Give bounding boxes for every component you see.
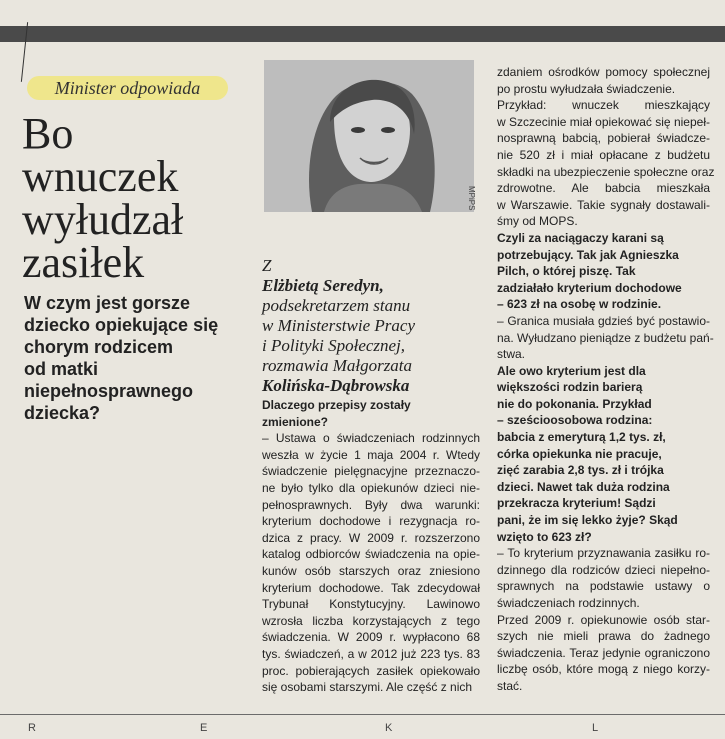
answer-line: tys. świadczeń, a w 2012 już 223 tys. 83	[262, 646, 480, 661]
answer-line: stać.	[497, 678, 523, 693]
answer-line: Trybunał Konstytucyjny. Lawinowo	[262, 597, 480, 612]
answer-line: dzica z pracy. W 2009 r. rozszerzono	[262, 530, 480, 545]
question-line: nie do pokonania. Przykład	[497, 396, 652, 411]
answer-line: szych nie mieli prawa do żadnego	[497, 629, 710, 644]
lead-line: niepełnosprawnego	[24, 381, 194, 401]
answer-line: zdrowotne. Ale babcia mieszkała	[497, 181, 710, 196]
footer-letter: E	[200, 722, 208, 734]
footer-letter: K	[385, 722, 393, 734]
interviewee-name: Elżbietą Seredyn,	[262, 276, 384, 295]
lead-line: dziecko opiekujące się	[24, 315, 219, 335]
answer-line: po prostu wyłudzała świadczenie.	[497, 81, 676, 96]
top-rule	[0, 26, 725, 42]
question-line: zadziałało kryterium dochodowe	[497, 280, 682, 295]
answer-line: Przykład: wnuczek mieszkający	[497, 98, 710, 113]
lead-line: W czym jest gorsze	[24, 293, 191, 313]
question-line: Ale owo kryterium jest dla	[497, 363, 646, 378]
answer-line: nie 520 zł i miał opłacane z budżetu	[497, 147, 710, 162]
interview-intro	[262, 256, 482, 396]
answer-line: katalog odbiorców świadczenia na opie-	[262, 547, 480, 562]
answer-line: liczbę osób, które mogą z niego korzy-	[497, 662, 710, 677]
headline-line: zasiłek	[22, 238, 145, 287]
answer-line: nosprawną babcią, pobierał świadcze-	[497, 131, 710, 146]
answer-line: proc. pobierających zasiłek opiekowało	[262, 663, 480, 678]
headline-line: wnuczek	[22, 152, 179, 201]
answer-line: świadczenie pielęgnacyjne przeznaczo-	[262, 464, 480, 479]
answer-line: na. Wyłudzano pieniądze z budżetu pań-	[497, 330, 714, 345]
answer-line: – To kryterium przyznawania zasiłku ro-	[497, 546, 710, 561]
question-line: dzieci. Nawet tak duża rodzina	[497, 479, 670, 494]
article-column-3	[497, 64, 715, 695]
intro-line: rozmawia Małgorzata	[262, 356, 413, 375]
question-line: babcia z emeryturą 1,2 tys. zł,	[497, 430, 666, 445]
question-line: Pilch, o której piszę. Tak	[497, 264, 636, 279]
answer-line: wzrosła liczba korzystających z tego	[262, 613, 480, 628]
question-line: Dlaczego przepisy zostały	[262, 398, 411, 412]
answer-line: świadczenia. W 2009 r. wypłacono 68	[262, 630, 480, 645]
answer-line: kunów osób starszych oraz zniesiono	[262, 563, 480, 578]
answer-line: Przed 2009 r. opiekunowie osób star-	[497, 612, 710, 627]
answer-line: w Warszawie. Takie sygnały dostawali-	[497, 197, 710, 212]
bottom-rule	[0, 714, 725, 715]
answer-line: w Szczecinie miał opiekować się niepeł-	[497, 114, 710, 129]
answer-line: sprawnych na podstawie ustawy o	[497, 579, 710, 594]
intro-line: w Ministerstwie Pracy	[262, 316, 415, 335]
question-line: Czyli za naciągaczy karani są	[497, 230, 664, 245]
headline-line: wyłudzał	[22, 195, 184, 244]
answer-line: kryterium dochodowe i rezygnacja ro-	[262, 514, 480, 529]
question-line: zięć zarabia 2,8 tys. zł i trójka	[497, 463, 664, 478]
answer-line: składki na ubezpieczenie społeczne oraz	[497, 164, 715, 179]
intro-line	[262, 256, 482, 296]
answer-line: świadczeniach rodzinnych.	[497, 596, 640, 610]
lead-paragraph	[24, 292, 252, 424]
question-line: – 623 zł na osobę w rodzinie.	[497, 297, 662, 312]
intro-prefix: Z	[262, 256, 272, 275]
answer-line: świadczenia. Teraz jedynie ograniczono	[497, 645, 710, 660]
answer-line: – Ustawa o świadczeniach rodzinnych	[262, 431, 480, 446]
question-line: przekracza kryterium! Sądzi	[497, 496, 656, 511]
answer-line: stwa.	[497, 347, 526, 362]
intro-line: i Polityki Społecznej,	[262, 336, 406, 355]
footer-letter: R	[28, 722, 36, 734]
photo-credit: MPiPS	[467, 186, 476, 211]
answer-line: dzinnego dla rodziców dzieci niepełno-	[497, 562, 710, 577]
headline-line: Bo	[22, 109, 74, 158]
answer-line: pełnosprawnych. Były dwa warunki:	[262, 497, 480, 512]
lead-line: dziecka?	[24, 403, 101, 423]
answer-line: zdaniem ośrodków pomocy społecznej	[497, 65, 710, 79]
question-line: zmienione?	[262, 414, 329, 429]
question-line: większości rodzin barierą	[497, 380, 643, 395]
headline	[22, 109, 252, 287]
lead-line: chorym rodzicem	[24, 337, 174, 357]
answer-line: się osobami starszymi. Ale część z nich	[262, 680, 473, 695]
portrait-image	[264, 60, 474, 212]
footer-letter: L	[592, 722, 599, 734]
question-line: wzięto to 623 zł?	[497, 529, 592, 544]
answer-line: ne było tylko dla opiekunów dzieci nie-	[262, 480, 480, 495]
question-line: córka opiekunka nie pracuje,	[497, 446, 662, 461]
question-line: pani, że im się lekko żyje? Skąd	[497, 513, 678, 528]
section-label: Minister odpowiada	[27, 76, 228, 100]
question-line: potrzebujący. Tak jak Agnieszka	[497, 247, 679, 262]
lead-line: od matki	[24, 359, 99, 379]
answer-line: śmy od MOPS.	[497, 214, 578, 229]
interviewer-name: Kolińska-Dąbrowska	[262, 376, 410, 395]
answer-line: weszła w życie 1 maja 2004 r. Wtedy	[262, 447, 480, 462]
answer-line: – Granica musiała gdzieś być postawio-	[497, 313, 710, 328]
answer-line: kryterium dochodowe. Tak zdecydował	[262, 580, 480, 595]
article-column-2	[262, 397, 480, 696]
question-line: – sześcioosobowa rodzina:	[497, 413, 653, 428]
intro-line: podsekretarzem stanu	[262, 296, 411, 315]
portrait-photo	[264, 60, 474, 212]
